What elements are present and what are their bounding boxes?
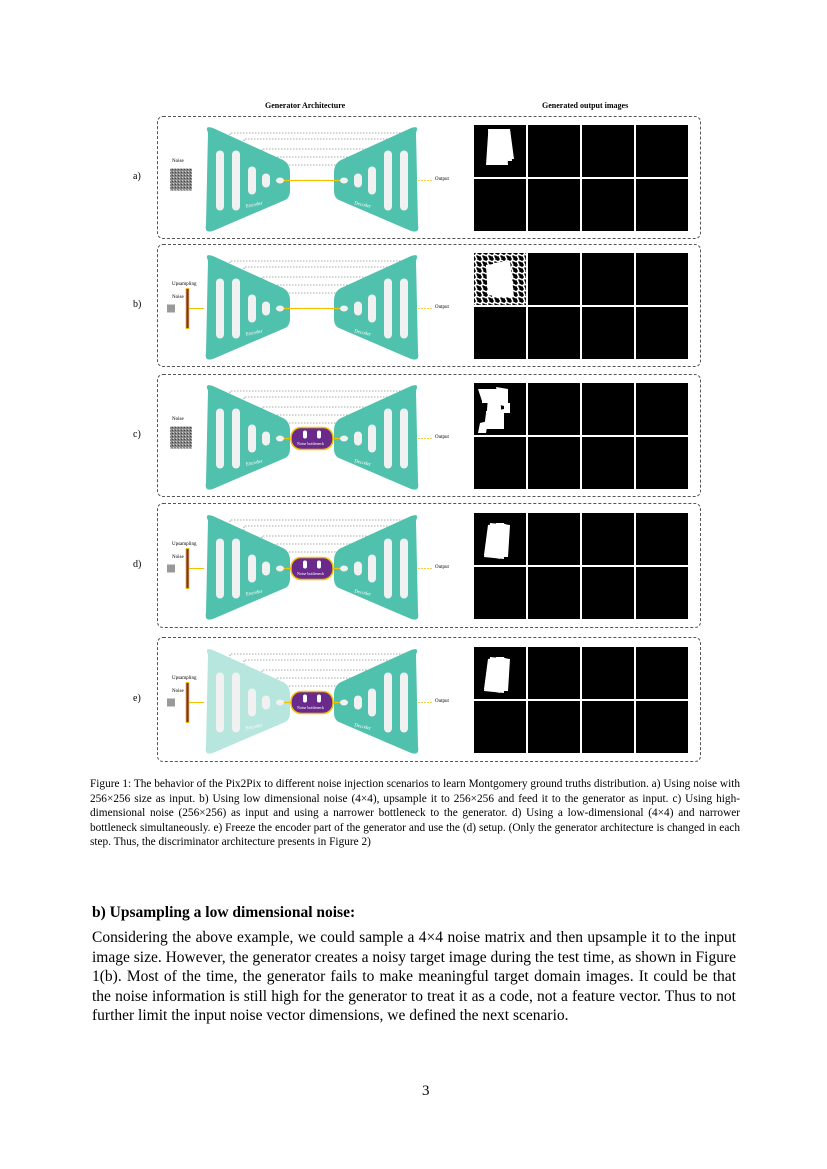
- output-label: Output: [435, 304, 449, 310]
- bottleneck-label: Noise bottleneck: [297, 440, 324, 446]
- generated-images-grid: [474, 647, 688, 753]
- encoder-layer: [262, 174, 270, 188]
- encoder-layer: [232, 409, 240, 469]
- decoder-layer: [368, 167, 376, 195]
- upsampling-bar: [186, 683, 189, 723]
- panel-label: b): [133, 298, 142, 310]
- decoder-layer: [368, 555, 376, 583]
- noise-bottleneck: [291, 692, 333, 714]
- decoder-layer: [354, 696, 362, 710]
- decoder-layer: [384, 409, 392, 469]
- output-label: Output: [435, 176, 449, 182]
- decoder-label: Decoder: [353, 722, 372, 732]
- decoder-layer: [340, 700, 348, 706]
- decoder-layer: [368, 295, 376, 323]
- generated-image: [528, 179, 580, 231]
- generated-image: [636, 253, 688, 305]
- encoder-layer: [262, 302, 270, 316]
- encoder-layer: [232, 673, 240, 733]
- upsampling-label: Upsampling: [172, 675, 197, 681]
- encoder-layer: [216, 151, 224, 211]
- generated-image: [474, 179, 526, 231]
- generated-image: [636, 179, 688, 231]
- decoder-layer: [400, 409, 408, 469]
- noise-image: [167, 699, 175, 707]
- noise-image: [167, 305, 175, 313]
- encoder-layer: [262, 562, 270, 576]
- generated-image: [636, 513, 688, 565]
- noise-label: Noise: [172, 416, 184, 422]
- figure-panel-e: [157, 637, 701, 762]
- generated-image: [474, 567, 526, 619]
- noise-label: Noise: [172, 554, 184, 560]
- generated-image: [636, 437, 688, 489]
- decoder-layer: [340, 306, 348, 312]
- noise-label: Noise: [172, 688, 184, 694]
- generated-images-grid: [474, 513, 688, 619]
- encoder-layer: [248, 425, 256, 453]
- decoder-layer: [384, 673, 392, 733]
- generated-image: [582, 307, 634, 359]
- generated-image: [528, 513, 580, 565]
- decoder-layer: [384, 151, 392, 211]
- upsampling-bar: [186, 289, 189, 329]
- encoder-layer: [276, 566, 284, 572]
- noise-image: [170, 427, 192, 449]
- generated-image: [636, 383, 688, 435]
- generated-image: [582, 125, 634, 177]
- generated-image: [582, 253, 634, 305]
- decoder-layer: [400, 279, 408, 339]
- noise-image: [167, 565, 175, 573]
- decoder-label: Decoder: [353, 328, 372, 338]
- encoder-layer: [276, 306, 284, 312]
- decoder-layer: [368, 689, 376, 717]
- encoder-layer: [248, 555, 256, 583]
- output-label: Output: [435, 434, 449, 440]
- generated-image: [636, 567, 688, 619]
- decoder-layer: [384, 539, 392, 599]
- generated-image: [528, 253, 580, 305]
- figure-caption: Figure 1: The behavior of the Pix2Pix to different noise injection scenarios to learn Montgomery ground truths distribution. a) Using noise with 256×256 size as input. b) Using low dimensional noise (4×4), upsample it to 256×256 and feed it to the generator as input. c) Using high-dimensional noise (256×256) as input and using a narrower bottleneck to the generator. d) Using a low-dimensional (4×4) and narrower bottleneck simultaneously. e) Freeze the encoder part of the generator and use the (d) setup. (Only the generator architecture is changed in each step. Thus, the discriminator architecture presents in Figure 2): [90, 778, 740, 849]
- bottleneck-label: Noise bottleneck: [297, 704, 324, 710]
- encoder-layer: [232, 539, 240, 599]
- panel-label: c): [133, 428, 141, 440]
- section-body: Considering the above example, we could sample a 4×4 noise matrix and then upsample it to the input image size. However, the generator creates a noisy target image during the test time, as shown in Figure 1(b). Most of the time, the generator fails to make meaningful target domain images. It could be that the noise information is still high for the generator to treat it as a code, not a feature vector. Thus to not further limit the input noise vector dimensions, we defined the next scenario.: [92, 929, 736, 1024]
- generated-image: [582, 513, 634, 565]
- encoder-label: Encoder: [245, 588, 264, 598]
- generated-images-grid: [474, 125, 688, 231]
- bottleneck-label: Noise bottleneck: [297, 570, 324, 576]
- decoder-layer: [354, 174, 362, 188]
- decoder-layer: [384, 279, 392, 339]
- encoder-label: Encoder: [245, 458, 264, 468]
- encoder-layer: [216, 279, 224, 339]
- figure-panel-d: [157, 503, 701, 628]
- encoder-label: Encoder: [245, 200, 264, 210]
- decoder-layer: [400, 673, 408, 733]
- encoder-layer: [216, 539, 224, 599]
- decoder-layer: [354, 302, 362, 316]
- decoder-layer: [354, 432, 362, 446]
- figure-panel-b: [157, 244, 701, 367]
- generated-image: [636, 307, 688, 359]
- decoder-layer: [368, 425, 376, 453]
- generated-images-grid: [474, 253, 688, 359]
- decoder-label: Decoder: [353, 458, 372, 468]
- generated-images-grid: [474, 383, 688, 489]
- generator-architecture-header: Generator Architecture: [265, 101, 346, 110]
- encoder-layer: [262, 432, 270, 446]
- generated-image: [528, 647, 580, 699]
- decoder-layer: [340, 178, 348, 184]
- encoder-layer: [276, 700, 284, 706]
- encoder-layer: [232, 151, 240, 211]
- generated-image: [582, 437, 634, 489]
- output-label: Output: [435, 564, 449, 570]
- encoder-layer: [276, 436, 284, 442]
- noise-bottleneck: [291, 428, 333, 450]
- figure-panel-c: [157, 374, 701, 497]
- encoder-layer: [216, 409, 224, 469]
- panel-label: e): [133, 692, 141, 704]
- generated-image: [582, 179, 634, 231]
- noise-bottleneck: [291, 558, 333, 580]
- panel-label: d): [133, 558, 142, 570]
- noise-image: [170, 169, 192, 191]
- generated-image: [582, 701, 634, 753]
- generated-image: [528, 383, 580, 435]
- noise-label: Noise: [172, 158, 184, 164]
- generated-image: [474, 437, 526, 489]
- section-heading: b) Upsampling a low dimensional noise:: [92, 904, 356, 921]
- generated-image: [582, 383, 634, 435]
- upsampling-label: Upsampling: [172, 281, 197, 287]
- generated-image: [636, 647, 688, 699]
- generated-image: [528, 437, 580, 489]
- decoder-label: Decoder: [353, 588, 372, 598]
- generated-image: [528, 567, 580, 619]
- decoder-layer: [400, 151, 408, 211]
- generated-image: [474, 307, 526, 359]
- encoder-layer: [248, 689, 256, 717]
- generated-image: [528, 701, 580, 753]
- upsampling-label: Upsampling: [172, 541, 197, 547]
- upsampling-bar: [186, 549, 189, 589]
- generated-output-header: Generated output images: [542, 101, 629, 110]
- generated-image: [474, 701, 526, 753]
- decoder-layer: [340, 566, 348, 572]
- generated-image: [636, 701, 688, 753]
- encoder-layer: [262, 696, 270, 710]
- encoder-layer: [232, 279, 240, 339]
- encoder-layer: [276, 178, 284, 184]
- encoder-label: Encoder: [245, 328, 264, 338]
- figure-panel-a: [157, 116, 701, 239]
- decoder-layer: [400, 539, 408, 599]
- encoder-layer: [248, 295, 256, 323]
- generated-image: [582, 647, 634, 699]
- decoder-label: Decoder: [353, 200, 372, 210]
- encoder-layer: [216, 673, 224, 733]
- generated-image: [582, 567, 634, 619]
- generated-image: [528, 307, 580, 359]
- generated-image: [636, 125, 688, 177]
- output-label: Output: [435, 698, 449, 704]
- encoder-layer: [248, 167, 256, 195]
- noise-label: Noise: [172, 294, 184, 300]
- encoder-label: Encoder: [245, 722, 264, 732]
- page-number: 3: [422, 1083, 430, 1099]
- generated-image: [528, 125, 580, 177]
- panel-label: a): [133, 170, 141, 182]
- decoder-layer: [340, 436, 348, 442]
- decoder-layer: [354, 562, 362, 576]
